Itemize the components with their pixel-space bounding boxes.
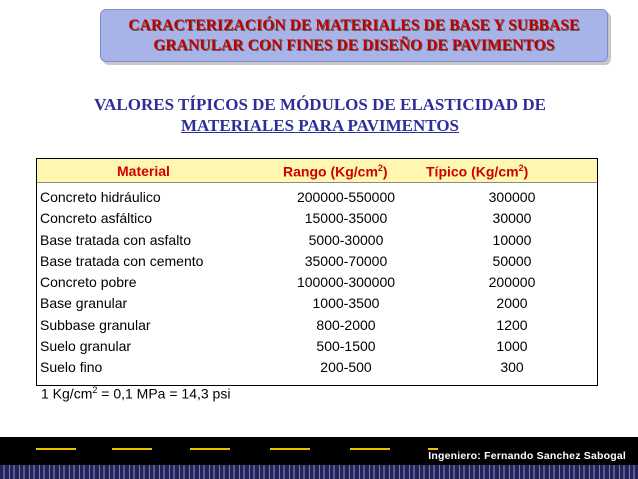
cell-tipico: 200000: [488, 274, 536, 291]
cell-tipico: 50000: [492, 252, 532, 269]
footer-bar: [0, 437, 638, 479]
author-credit: Ingeniero: Fernando Sanchez Sabogal: [428, 450, 626, 462]
cell-tipico: 300000: [488, 189, 536, 205]
cell-rango: 500-1500: [316, 338, 376, 355]
cell-tipico: 2000: [496, 295, 528, 312]
road-dash: [270, 448, 310, 450]
table-row: [37, 316, 597, 337]
decorative-pattern: [0, 465, 638, 479]
table-header: [37, 159, 597, 183]
title-banner: [100, 9, 608, 62]
cell-rango: 5000-30000: [308, 231, 384, 248]
cell-tipico: 30000: [492, 210, 532, 227]
cell-tipico: 300: [500, 359, 524, 376]
table-row: [37, 188, 597, 209]
cell-material: Suelo fino: [40, 359, 103, 376]
header-rango: Rango $(Kg/cm^2)$: [283, 163, 388, 180]
table-row: [37, 231, 597, 252]
road-dash: [112, 448, 152, 450]
table-row: [37, 294, 597, 315]
subtitle-line-2: MATERIALES PARA PAVIMENTOS: [180, 116, 460, 135]
table-row: [37, 252, 597, 273]
cell-rango: 200000-550000: [296, 189, 396, 205]
header-tipico: Típico $(Kg/cm^2)$: [426, 163, 529, 180]
subtitle-line-1: VALORES TÍPICOS DE MÓDULOS DE ELASTICIDAD DE: [94, 95, 546, 114]
cell-material: Concreto pobre: [40, 274, 137, 291]
cell-material: Base tratada con cemento: [40, 252, 204, 269]
cell-rango: 35000-70000: [304, 252, 388, 269]
subtitle: [40, 94, 600, 136]
cell-material: Base granular: [40, 295, 128, 312]
table-row: [37, 209, 597, 230]
cell-material: Suelo granular: [40, 338, 132, 355]
cell-tipico: 1000: [496, 338, 528, 355]
cell-material: Base tratada con asfalto: [40, 231, 191, 248]
banner-title: CARACTERIZACIÓN DE MATERIALES DE BASE Y SUBBASE GRANULAR CON FINES DE DISEÑO DE PAVIMENTOS: [128, 16, 580, 54]
table-row: [37, 358, 597, 379]
table-row: [37, 273, 597, 294]
cell-rango: 100000-300000: [296, 274, 396, 291]
header-material: Material: [117, 163, 170, 179]
cell-material: Concreto asfáltico: [40, 210, 153, 227]
cell-tipico: 10000: [492, 231, 532, 248]
cell-material: Concreto hidráulico: [40, 189, 161, 205]
table-row: [37, 337, 597, 358]
road-dash: [190, 448, 230, 450]
road-dash: [36, 448, 76, 450]
cell-rango: 200-500: [320, 359, 372, 376]
cell-material: Subbase granular: [40, 316, 151, 333]
table-body: [37, 188, 597, 380]
cell-tipico: 1200: [496, 316, 528, 333]
cell-rango: 800-2000: [316, 316, 376, 333]
unit-conversion-note: 1 $Kg/cm^2 = 0,1$ MPa = 14,3 psi: [41, 385, 231, 402]
cell-rango: 15000-35000: [304, 210, 388, 227]
cell-rango: 1000-3500: [312, 295, 380, 312]
elasticity-table: [36, 158, 598, 386]
road-dash: [350, 448, 390, 450]
